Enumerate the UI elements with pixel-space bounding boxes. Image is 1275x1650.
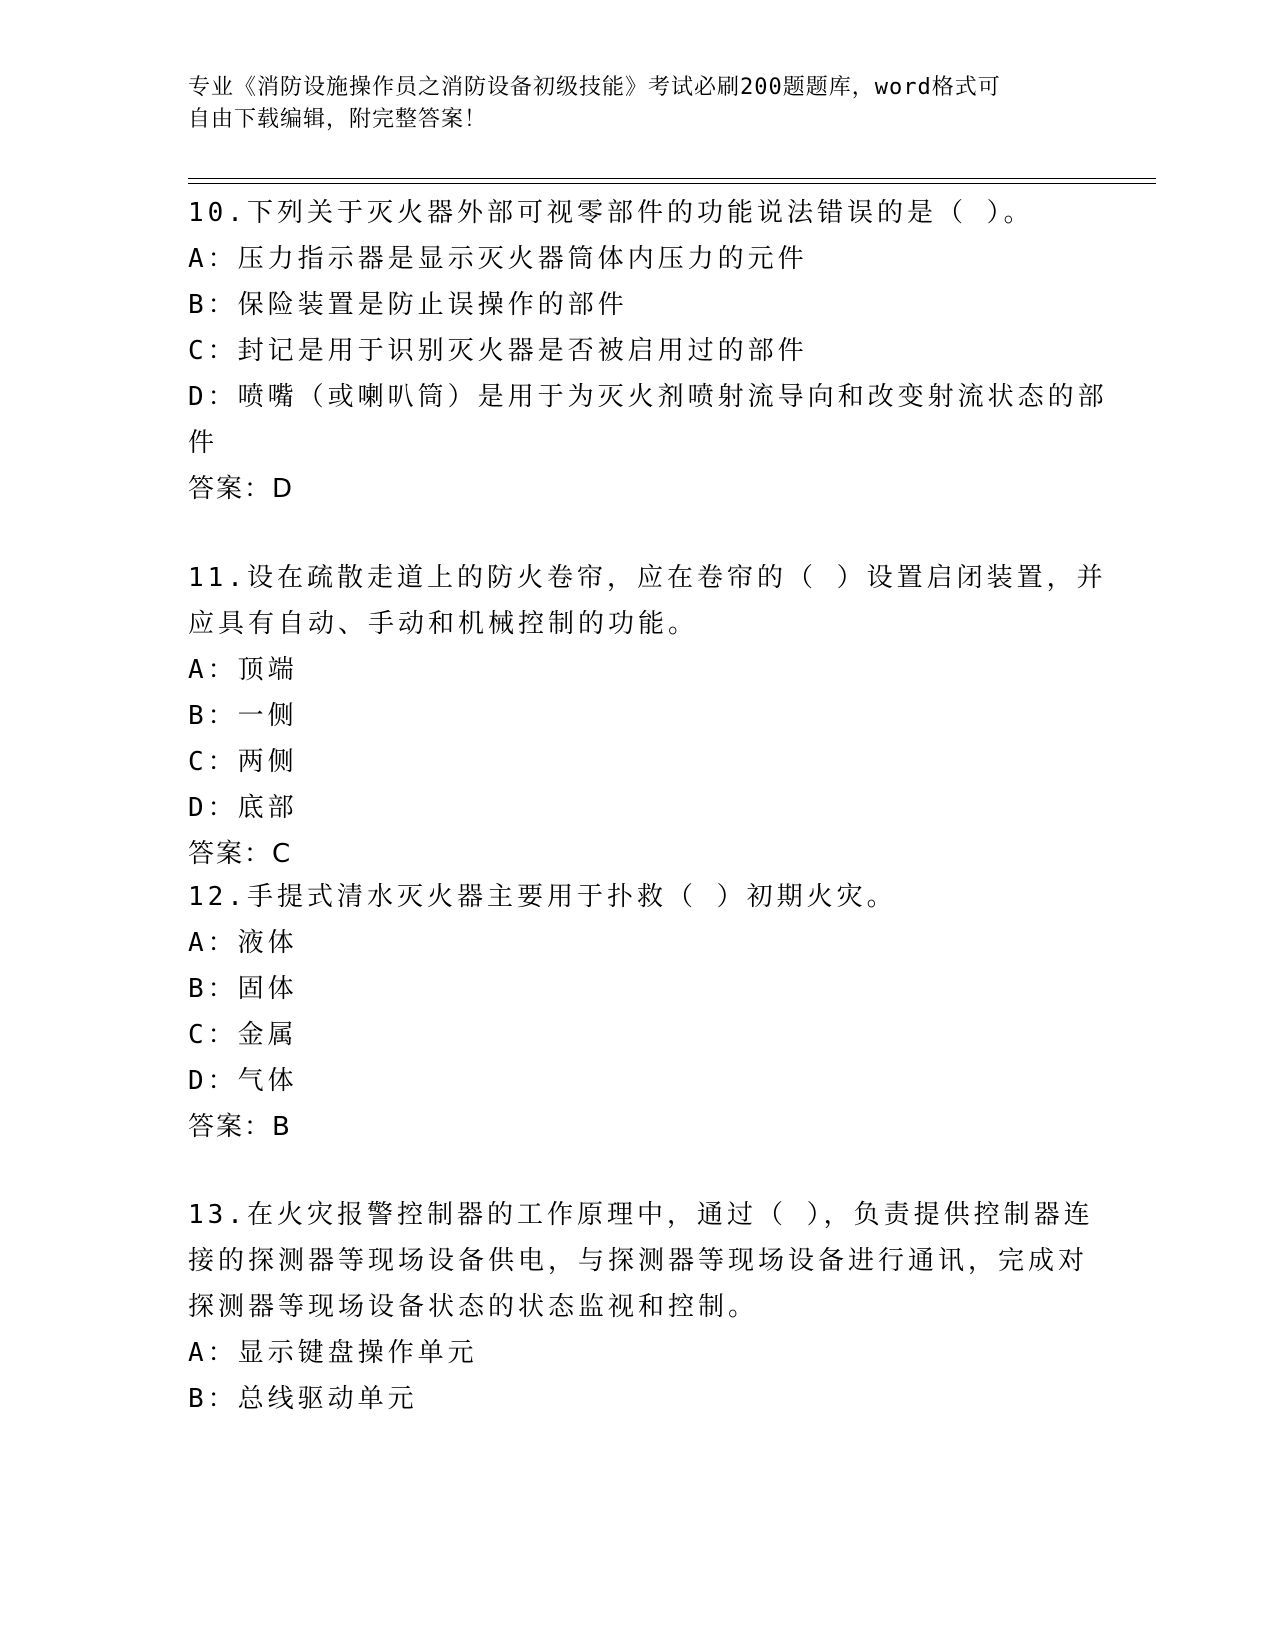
question-stem: 接的探测器等现场设备供电，与探测器等现场设备进行通讯，完成对 <box>188 1246 1089 1276</box>
option-d: D：底部 <box>188 793 298 823</box>
question-12 <box>188 874 1088 1150</box>
option-b: B：固体 <box>188 974 298 1004</box>
question-stem: 11.设在疏散走道上的防火卷帘，应在卷帘的（ ）设置启闭装置，并 <box>188 563 1107 593</box>
option-d: D：气体 <box>188 1066 298 1096</box>
option-d: D：喷嘴（或喇叭筒）是用于为灭火剂喷射流导向和改变射流状态的部 <box>188 382 1108 412</box>
option-d-continuation: 件 <box>188 428 219 458</box>
option-a: A：显示键盘操作单元 <box>188 1338 478 1368</box>
question-stem: 12.手提式清水灭火器主要用于扑救（ ）初期火灾。 <box>188 882 897 912</box>
question-11 <box>188 555 1107 877</box>
question-stem: 探测器等现场设备状态的状态监视和控制。 <box>188 1292 759 1322</box>
question-13 <box>188 1192 1094 1422</box>
question-stem: 应具有自动、手动和机械控制的功能。 <box>188 609 699 639</box>
answer-label: 答案：C <box>188 839 293 869</box>
option-c: C：两侧 <box>188 747 298 777</box>
option-a: A：顶端 <box>188 655 298 685</box>
option-b: B：一侧 <box>188 701 298 731</box>
question-10 <box>188 190 1108 512</box>
header-divider <box>188 178 1156 179</box>
question-stem: 10.下列关于灭火器外部可视零部件的功能说法错误的是（ ）。 <box>188 198 1034 228</box>
option-a: A：压力指示器是显示灭火器筒体内压力的元件 <box>188 244 808 274</box>
answer-label: 答案：D <box>188 474 295 504</box>
document-header <box>188 72 1088 136</box>
answer-label: 答案：B <box>188 1112 292 1142</box>
option-b: B：保险装置是防止误操作的部件 <box>188 290 628 320</box>
header-line: 自由下载编辑，附完整答案！ <box>188 107 488 132</box>
option-c: C：金属 <box>188 1020 298 1050</box>
header-divider <box>188 183 1156 184</box>
header-line: 专业《消防设施操作员之消防设备初级技能》考试必刷200题题库，word格式可 <box>188 75 1001 100</box>
question-stem: 13.在火灾报警控制器的工作原理中，通过（ ），负责提供控制器连 <box>188 1200 1094 1230</box>
option-c: C：封记是用于识别灭火器是否被启用过的部件 <box>188 336 808 366</box>
option-b: B：总线驱动单元 <box>188 1384 418 1414</box>
option-a: A：液体 <box>188 928 298 958</box>
